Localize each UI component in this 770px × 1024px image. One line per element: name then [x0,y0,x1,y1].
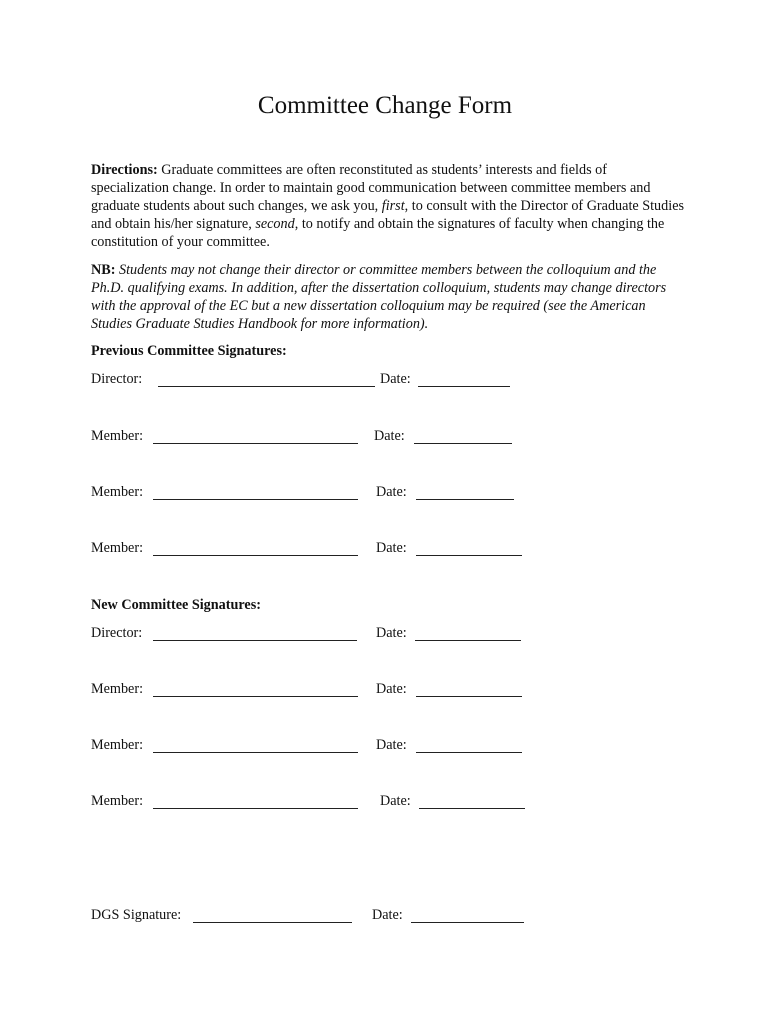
new-director-signature-line[interactable] [153,640,357,641]
previous-member-row [91,428,691,448]
previous-member-row [91,484,691,504]
directions-emphasis-first: first [381,198,405,214]
nb-paragraph [91,261,686,333]
new-member-row [91,681,691,701]
signature-role-label: Member: [91,737,144,753]
previous-member-3-signature-line[interactable] [153,555,358,556]
previous-member-2-date-line[interactable] [416,499,514,500]
dgs-signature-label: DGS Signature: [91,907,182,923]
new-member-row [91,737,691,757]
signature-role-label: Member: [91,793,144,809]
date-label: Date: [376,625,407,641]
nb-label: NB: [91,262,116,278]
signature-role-label: Member: [91,540,144,556]
directions-text-1: Graduate committees are often reconstituted as students’ interests and fields of specialization change. In order to maintain good communication between committee members and graduate students about such changes, we ask you, [91,162,651,214]
page-title: Committee Change Form [257,92,513,119]
date-label: Date: [376,484,407,500]
date-label: Date: [376,681,407,697]
previous-member-3-date-line[interactable] [416,555,522,556]
directions-emphasis-second: second [255,216,295,232]
directions-paragraph [91,161,686,251]
new-member-row [91,793,691,813]
date-label: Date: [372,907,403,923]
date-label: Date: [374,428,405,444]
directions-text-3: , to notify and obtain the signatures of faculty when changing the constitution of your committee. [91,216,665,250]
previous-member-row [91,540,691,560]
dgs-date-line[interactable] [411,922,524,923]
signature-role-label: Member: [91,681,144,697]
directions-label: Directions: [91,162,158,178]
new-member-2-date-line[interactable] [416,752,522,753]
nb-text-end: the American Studies Graduate Studies Handbook for more information). [91,298,646,332]
previous-director-date-line[interactable] [418,386,510,387]
previous-member-2-signature-line[interactable] [153,499,358,500]
previous-member-1-signature-line[interactable] [153,443,358,444]
new-director-date-line[interactable] [415,640,521,641]
signature-role-label: Director: [91,625,143,641]
date-label: Date: [376,737,407,753]
new-director-row [91,625,691,645]
new-member-3-signature-line[interactable] [153,808,358,809]
dgs-signature-line[interactable] [193,922,352,923]
previous-director-signature-line[interactable] [158,386,375,387]
date-label: Date: [380,793,411,809]
date-label: Date: [380,371,411,387]
directions-text-2: , to consult with the Director of Graduate Studies and obtain his/her signature, [91,198,685,232]
signature-role-label: Member: [91,428,144,444]
new-member-1-date-line[interactable] [416,696,522,697]
new-committee-heading: New Committee Signatures: [91,597,261,613]
nb-see: see [548,298,567,314]
previous-director-row [91,371,691,391]
dgs-signature-row [91,907,691,927]
nb-text: Students may not change their director or committee members between the colloquium and the Ph.D. qualifying exams. In addition, after the dissertation colloquium, students may change directors with the approval of the EC but a new dissertation colloquium may be required ( [91,262,667,314]
date-label: Date: [376,540,407,556]
new-member-2-signature-line[interactable] [153,752,358,753]
new-member-1-signature-line[interactable] [153,696,358,697]
signature-role-label: Director: [91,371,143,387]
signature-role-label: Member: [91,484,144,500]
previous-member-1-date-line[interactable] [414,443,512,444]
new-member-3-date-line[interactable] [419,808,525,809]
previous-committee-heading: Previous Committee Signatures: [91,343,287,359]
